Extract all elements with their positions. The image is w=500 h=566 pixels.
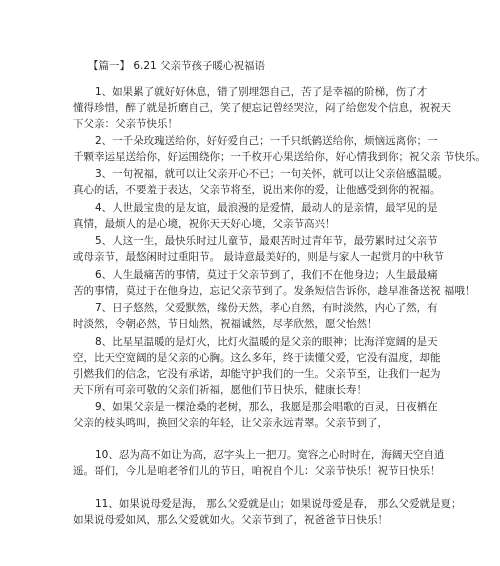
paragraph-1 [73, 84, 451, 132]
paragraph-7 [73, 300, 438, 332]
paragraph-line: 10、忍为高不如让为高，忍字头上一把刀。宽容之心时时在，海阔天空自逍 [95, 449, 445, 461]
paragraph-4 [73, 200, 438, 232]
paragraph-line: 1、如果累了就好好休息，错了别埋怨自己，苦了是幸福的阶梯，伤了才 [95, 86, 428, 98]
paragraph-6 [73, 267, 476, 299]
paragraph-5 [73, 233, 444, 265]
paragraph-3 [73, 166, 449, 198]
paragraph-line: 11、如果说母爱是海， 那么父爱就是山；如果说母爱是春， 那么父爱就是夏； [95, 498, 462, 510]
paragraph-9 [73, 399, 438, 431]
paragraph-11 [73, 496, 462, 528]
paragraph-8 [73, 334, 441, 398]
paragraph-line: 如果说母爱如风，那么父爱就如火。父亲节到了，祝爸爸节日快乐！ [73, 514, 388, 526]
paragraph-line: 8、比星星温暖的是灯火，比灯火温暖的是父亲的眼神；比海洋宽阔的是天 [95, 336, 438, 348]
paragraph-line: 5、人这一生，最快乐时过儿童节，最艰苦时过青年节，最劳累时过父亲节 [95, 235, 438, 247]
paragraph-line: 千颗幸运星送给你，好运围绕你；一千枚开心果送给你，好心情我到你；祝父亲 节快乐。 [73, 151, 486, 163]
paragraph-line: 或母亲节，最悠闲时过重阳节。 最诗意最美好的，则是与家人一起赏月的中秋节 [73, 251, 444, 263]
paragraph-line: 懂得珍惜，醉了就是折磨自己，笑了便忘记曾经哭泣，闷了给您发个信息，祝祝天 [73, 102, 451, 114]
paragraph-line: 真情，最烦人的是心境，祝你天天好心境，父亲节高兴！ [73, 218, 336, 230]
paragraph-line: 时淡然，令朝必然，节日灿然，祝福诚然，尽孝欣然，愿父怡然！ [73, 318, 378, 330]
paragraph-line: 苦的事情，莫过于在他身边，忘记父亲节到了。发条短信告诉你，趁早准备送祝 福哦！ [73, 285, 476, 297]
paragraph-line: 父亲的枝头鸣叫，换回父亲的年轻，让父亲永远青翠。父亲节到了， [73, 417, 388, 429]
paragraph-line: 7、日子悠然，父爱默然，缘份天然，孝心自然，有时淡然，内心了然，有 [95, 302, 438, 314]
paragraph-line: 3、一句祝福，就可以让父亲开心不已；一句关怀，就可以让父亲倍感温暖。 [95, 168, 449, 180]
paragraph-line: 下父亲：父亲节快乐！ [73, 118, 178, 130]
paragraph-line: 2、一千朵玫瑰送给你，好好爱自己；一千只纸鹤送给你，烦恼远离你；一 [95, 135, 438, 147]
paragraph-line: 引燃我们的信念，它没有承诺，却能守护我们的一生。父亲节至，让我们一起为 [73, 368, 441, 380]
paragraph-line: 空，比天空宽阔的是父亲的心胸。这么多年，终于读懂父爱，它没有温度，却能 [73, 352, 441, 364]
paragraph-line: 4、人世最宝贵的是友谊，最浪漫的是爱情，最动人的是亲情，最罕见的是 [95, 202, 438, 214]
paragraph-2 [73, 133, 486, 165]
paragraph-line: 真心的话，不要羞于表达，父亲节将至，说出来你的爱，让他感受到你的祝福。 [73, 184, 441, 196]
paragraph-line: 9、如果父亲是一棵沧桑的老树，那么，我愿是那会唱歌的百灵，日夜栖在 [95, 401, 438, 413]
paragraph-line: 天下所有可亲可敬的父亲们祈福，愿他们节日快乐，健康长寿！ [73, 384, 367, 396]
paragraph-10 [73, 447, 445, 479]
article-title: 【篇一】 6.21 父亲节孩子暖心祝福语 [88, 60, 266, 72]
paragraph-line: 6、人生最痛苦的事情，莫过于父亲节到了，我们不在他身边；人生最最痛 [95, 269, 438, 281]
paragraph-line: 遥。哥们，今儿是咱老爷们儿的节日，咱祝自个儿：父亲节快乐！祝节日快乐！ [73, 465, 441, 477]
